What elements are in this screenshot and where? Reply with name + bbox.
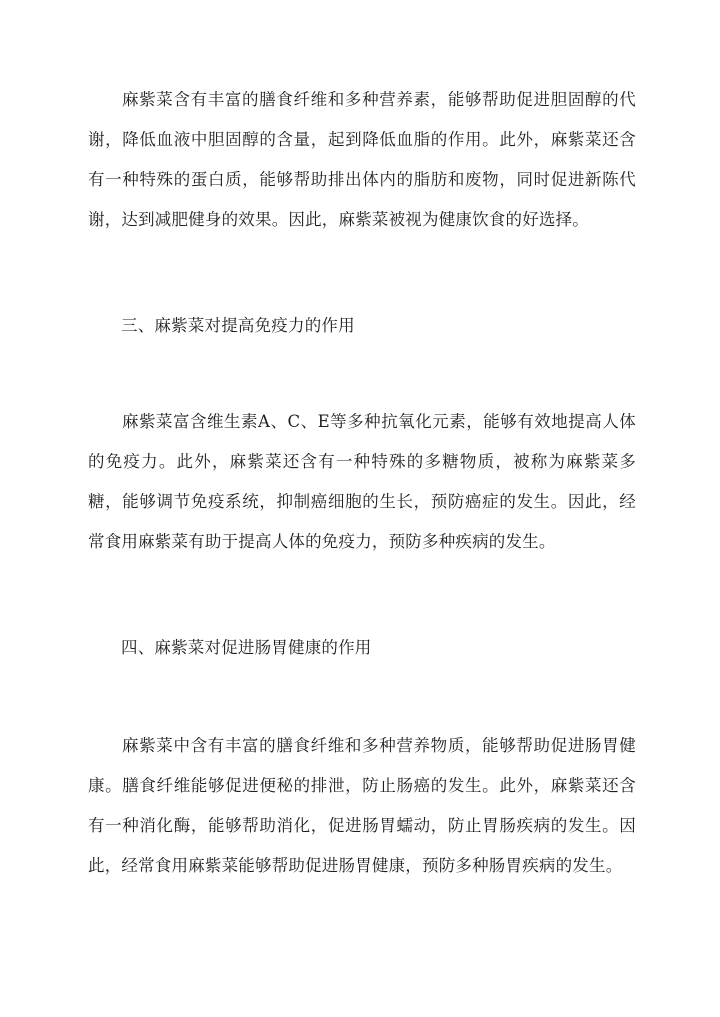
paragraph-digestive-health: 麻紫菜中含有丰富的膳食纤维和多种营养物质，能够帮助促进肠胃健康。膳食纤维能够促进便秘的排泄，防止肠癌的发生。此外，麻紫菜还含有一种消化酶，能够帮助消化，促进肠胃蠕动，防止胃肠疾病的发生。因此，经常食用麻紫菜能够帮助促进肠胃健康，预防多种肠胃疾病的发生。 bbox=[88, 736, 636, 875]
section-heading-immunity: 三、麻紫菜对提高免疫力的作用 bbox=[121, 316, 355, 335]
paragraph-immunity: 麻紫菜富含维生素A、C、E等多种抗氧化元素，能够有效地提高人体的免疫力。此外，麻紫菜还含有一种特殊的多糖物质，被称为麻紫菜多糖，能够调节免疫系统，抑制癌细胞的生长，预防癌症的发生。因此，经常食用麻紫菜有助于提高人体的免疫力，预防多种疾病的发生。 bbox=[88, 412, 636, 551]
paragraph-cholesterol: 麻紫菜含有丰富的膳食纤维和多种营养素，能够帮助促进胆固醇的代谢，降低血液中胆固醇的含量，起到降低血脂的作用。此外，麻紫菜还含有一种特殊的蛋白质，能够帮助排出体内的脂肪和废物，同时促进新陈代谢，达到减肥健身的效果。因此，麻紫菜被视为健康饮食的好选择。 bbox=[88, 90, 636, 229]
section-heading-digestive-health: 四、麻紫菜对促进肠胃健康的作用 bbox=[121, 638, 372, 657]
